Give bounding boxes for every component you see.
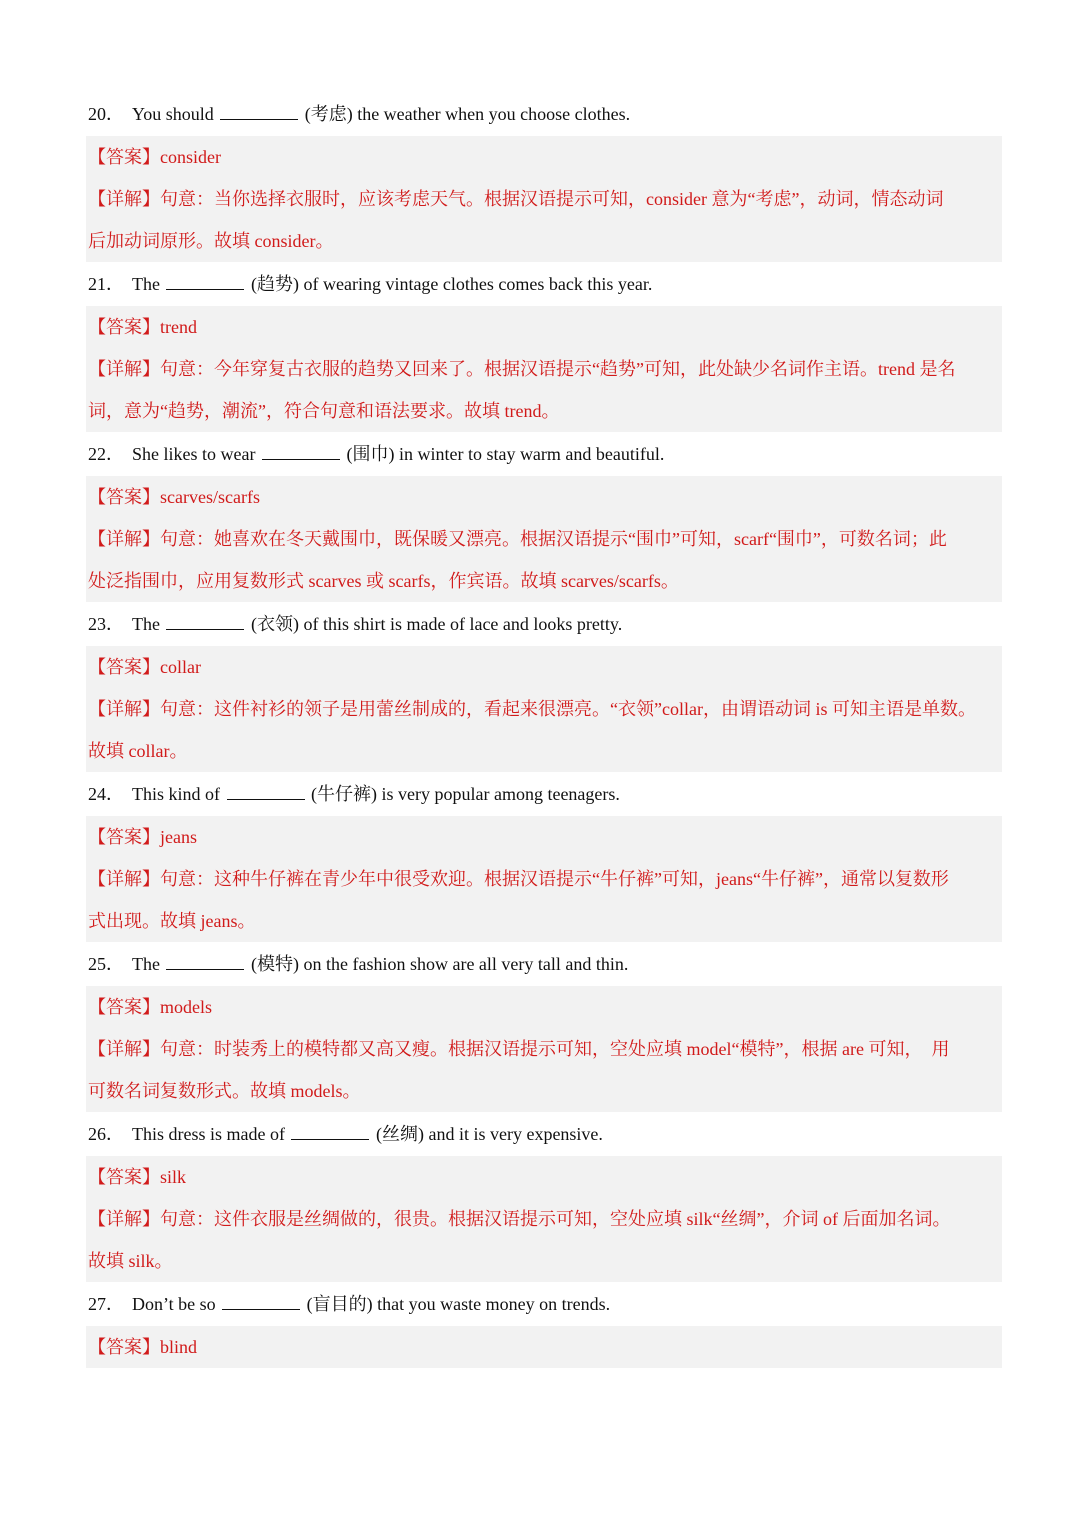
explanation-text: 句意：当你选择衣服时，应该考虑天气。根据汉语提示可知，consider 意为“考虑”，动词，情态动词 (160, 189, 944, 209)
explanation-line-continued: 式出现。故填 jeans。 (88, 911, 256, 931)
question-line (0, 1282, 1080, 1326)
explanation-tag: 【详解】 (88, 699, 160, 719)
explanation-text: 句意：时装秀上的模特都又高又瘦。根据汉语提示可知，空处应填 model“模特”，根据 are 可知， 用 (160, 1039, 950, 1059)
question-number: 23． (88, 614, 124, 634)
exercise-list (0, 92, 1080, 1368)
explanation-line (86, 178, 1002, 220)
question-text-after: (趋势) of wearing vintage clothes comes back this year. (250, 274, 653, 294)
question-number: 21． (88, 274, 124, 294)
answer-value: collar (160, 657, 201, 677)
answer-value: jeans (160, 827, 197, 847)
answer-line (86, 476, 1002, 518)
question-number: 26． (88, 1124, 124, 1144)
explanation-tag: 【详解】 (88, 189, 160, 209)
question-line (0, 432, 1080, 476)
answer-box (86, 476, 1002, 602)
explanation-line (86, 518, 1002, 560)
answer-box (86, 136, 1002, 262)
answer-blank (227, 798, 305, 800)
answer-value: scarves/scarfs (160, 487, 260, 507)
explanation-tag: 【详解】 (88, 529, 160, 549)
question-line (0, 92, 1080, 136)
explanation-tag: 【详解】 (88, 869, 160, 889)
answer-line (86, 1326, 1002, 1368)
question-number: 25． (88, 954, 124, 974)
answer-value: silk (160, 1167, 187, 1187)
answer-tag: 【答案】 (88, 147, 160, 167)
answer-line (86, 816, 1002, 858)
answer-box (86, 1326, 1002, 1368)
answer-blank (262, 458, 340, 460)
answer-box (86, 306, 1002, 432)
explanation-line-continued: 词，意为“趋势，潮流”，符合句意和语法要求。故填 trend。 (88, 401, 560, 421)
answer-line (86, 306, 1002, 348)
question-line (0, 1112, 1080, 1156)
answer-value: consider (160, 147, 221, 167)
explanation-text: 句意：今年穿复古衣服的趋势又回来了。根据汉语提示“趋势”可知，此处缺少名词作主语。trend 是名 (160, 359, 956, 379)
exercise-item (0, 92, 1080, 262)
question-number: 27． (88, 1294, 124, 1314)
explanation-line (86, 348, 1002, 390)
question-text-before: This kind of (132, 784, 220, 804)
answer-tag: 【答案】 (88, 317, 160, 337)
explanation-line-continued: 可数名词复数形式。故填 models。 (88, 1081, 361, 1101)
exercise-item (0, 1282, 1080, 1368)
answer-blank (220, 118, 298, 120)
answer-tag: 【答案】 (88, 827, 160, 847)
answer-blank (166, 628, 244, 630)
answer-line (86, 986, 1002, 1028)
answer-box (86, 1156, 1002, 1282)
question-text-before: This dress is made of (132, 1124, 285, 1144)
answer-blank (291, 1138, 369, 1140)
exercise-item (0, 1112, 1080, 1282)
explanation-line (86, 688, 1002, 730)
answer-tag: 【答案】 (88, 1337, 160, 1357)
explanation-text: 句意：她喜欢在冬天戴围巾，既保暖又漂亮。根据汉语提示“围巾”可知，scarf“围巾”，可数名词；此 (160, 529, 947, 549)
explanation-line-continued: 故填 collar。 (88, 741, 188, 761)
question-text-after: (丝绸) and it is very expensive. (375, 1124, 603, 1144)
explanation-text: 句意：这种牛仔裤在青少年中很受欢迎。根据汉语提示“牛仔裤”可知，jeans“牛仔裤”，通常以复数形 (160, 869, 949, 889)
question-text-before: The (132, 274, 160, 294)
question-line (0, 942, 1080, 986)
question-text-before: She likes to wear (132, 444, 256, 464)
answer-tag: 【答案】 (88, 1167, 160, 1187)
answer-tag: 【答案】 (88, 997, 160, 1017)
question-text-after: (牛仔裤) is very popular among teenagers. (311, 784, 620, 804)
explanation-line (86, 1028, 1002, 1070)
answer-box (86, 986, 1002, 1112)
question-number: 22． (88, 444, 124, 464)
explanation-text: 句意：这件衣服是丝绸做的，很贵。根据汉语提示可知，空处应填 silk“丝绸”，介词 of 后面加名词。 (160, 1209, 951, 1229)
question-text-after: (模特) on the fashion show are all very tall and thin. (250, 954, 629, 974)
answer-box (86, 646, 1002, 772)
explanation-line (86, 1198, 1002, 1240)
answer-line (86, 646, 1002, 688)
explanation-line (86, 858, 1002, 900)
answer-line (86, 1156, 1002, 1198)
question-text-before: Don’t be so (132, 1294, 216, 1314)
answer-box (86, 816, 1002, 942)
question-text-before: The (132, 954, 160, 974)
explanation-line-continued: 后加动词原形。故填 consider。 (88, 231, 334, 251)
answer-value: blind (160, 1337, 198, 1357)
answer-blank (166, 288, 244, 290)
question-number: 20． (88, 104, 124, 124)
question-text-before: You should (132, 104, 214, 124)
question-text-after: (考虑) the weather when you choose clothes. (304, 104, 631, 124)
question-text-after: (衣领) of this shirt is made of lace and looks pretty. (250, 614, 623, 634)
question-line (0, 602, 1080, 646)
answer-line (86, 136, 1002, 178)
question-text-before: The (132, 614, 160, 634)
question-text-after: (围巾) in winter to stay warm and beautiful. (346, 444, 665, 464)
question-number: 24． (88, 784, 124, 804)
exercise-item (0, 772, 1080, 942)
answer-value: trend (160, 317, 197, 337)
explanation-tag: 【详解】 (88, 1039, 160, 1059)
answer-tag: 【答案】 (88, 487, 160, 507)
explanation-tag: 【详解】 (88, 359, 160, 379)
question-text-after: (盲目的) that you waste money on trends. (306, 1294, 611, 1314)
question-line (0, 262, 1080, 306)
explanation-line-continued: 处泛指围巾，应用复数形式 scarves 或 scarfs，作宾语。故填 scarves/scarfs。 (88, 571, 679, 591)
answer-tag: 【答案】 (88, 657, 160, 677)
question-line (0, 772, 1080, 816)
answer-value: models (160, 997, 212, 1017)
exercise-item (0, 602, 1080, 772)
exercise-item (0, 262, 1080, 432)
exercise-item (0, 942, 1080, 1112)
explanation-text: 句意：这件衬衫的领子是用蕾丝制成的，看起来很漂亮。“衣领”collar，由谓语动词 is 可知主语是单数。 (160, 699, 976, 719)
answer-blank (222, 1308, 300, 1310)
explanation-line-continued: 故填 silk。 (88, 1251, 173, 1271)
explanation-tag: 【详解】 (88, 1209, 160, 1229)
exercise-item (0, 432, 1080, 602)
answer-blank (166, 968, 244, 970)
